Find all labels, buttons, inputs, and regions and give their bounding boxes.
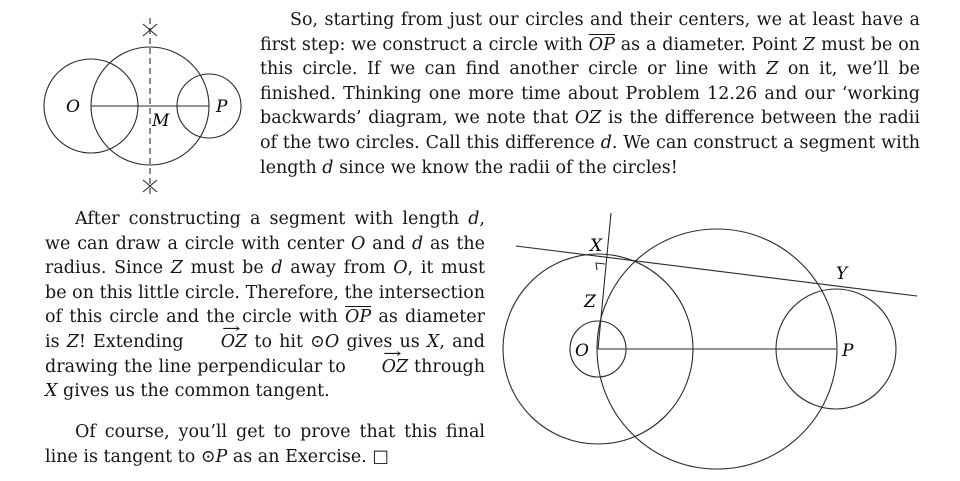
math-op-overline: $\overline{OP}$	[345, 307, 372, 328]
math-var: O	[324, 331, 340, 352]
math-var: O	[393, 258, 408, 279]
text-fragment: . We can construct a segment with length	[260, 132, 921, 178]
label-x: X	[590, 236, 603, 256]
text-fragment: as diameter is	[45, 307, 485, 352]
paragraph-exercise	[45, 420, 485, 469]
math-var: OZ	[574, 108, 602, 129]
label-p: P	[842, 341, 854, 361]
text-fragment: Of course, you’ll get to prove that this final line is tangent to ⊙	[45, 422, 485, 467]
text-fragment: , and drawing the line perpendicular to	[45, 331, 485, 377]
math-var: d	[322, 157, 334, 178]
math-var: Z	[766, 59, 779, 80]
text-fragment: must be	[182, 258, 272, 279]
text-fragment: since we know the radii of the circles!	[333, 157, 678, 178]
text-fragment: and	[365, 233, 412, 254]
common-tangent	[516, 246, 917, 296]
math-var: X	[426, 331, 440, 352]
text-fragment: , we can draw a circle with center	[45, 209, 485, 254]
label-z: Z	[584, 292, 596, 312]
text-fragment: through	[408, 356, 486, 377]
label-o: O	[66, 97, 80, 117]
text-fragment: on it, we’ll be finished. Thinking one more time about Problem 12.26 and our ‘working backwards’ diagram, we note that	[260, 59, 920, 129]
text-fragment: So, starting from just our circles and their centers, we at least have a first step: we construct a circle with	[260, 10, 920, 55]
text-fragment: , it must be on this little circle. Therefore, the intersection of this circle and the circle with	[45, 258, 485, 328]
math-var: Z	[170, 258, 183, 279]
label-o: O	[575, 341, 589, 361]
text-fragment: After constructing a segment with length	[75, 209, 469, 229]
text-fragment: as an Exercise.	[227, 446, 373, 467]
text-fragment: as a diameter. Point	[614, 34, 804, 55]
label-p: P	[216, 97, 228, 117]
paragraph-construction	[45, 207, 485, 404]
math-op-overline: $\overline{OP}$	[588, 34, 615, 55]
math-var: d	[600, 132, 612, 153]
math-var: d	[468, 209, 480, 229]
math-var: X	[45, 381, 58, 402]
text-fragment: gives us	[339, 331, 427, 352]
text-fragment: ! Extending	[78, 331, 191, 352]
text-fragment: away from	[282, 258, 394, 279]
right-angle-mark	[596, 263, 605, 270]
math-vector-oz: → OZ	[191, 334, 248, 352]
math-var: d	[411, 233, 424, 254]
math-var: P	[215, 446, 228, 467]
math-vector-oz: → OZ	[352, 359, 409, 377]
math-var: Z	[803, 34, 816, 55]
label-m: M	[152, 111, 170, 131]
text-fragment: as the radius. Since	[45, 233, 485, 279]
paragraph-first-step	[260, 8, 920, 180]
text-fragment: is the difference between the radii of the two circles. Call this difference	[260, 108, 921, 153]
text-fragment: to hit ⊙	[247, 331, 325, 352]
math-var: Z	[66, 331, 79, 352]
math-var: d	[271, 258, 283, 279]
text-fragment: must be on this circle. If we can find another circle or line with	[260, 34, 921, 80]
ray-oz	[598, 213, 611, 349]
math-var: O	[350, 233, 366, 254]
qed-box-icon: □	[372, 446, 389, 467]
label-y: Y	[836, 264, 848, 284]
text-fragment: gives us the common tangent.	[57, 381, 330, 402]
